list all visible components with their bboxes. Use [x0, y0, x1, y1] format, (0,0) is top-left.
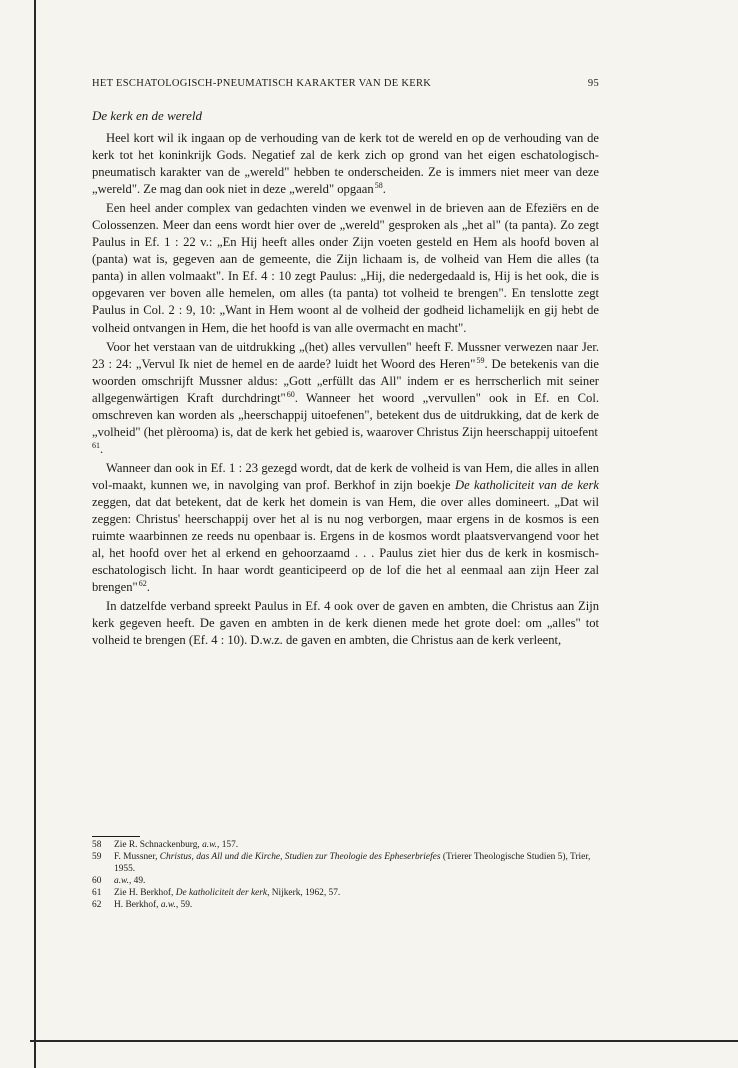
footnote-61-number: 61: [92, 888, 102, 898]
paragraph-1: [92, 130, 599, 198]
body-text: [92, 130, 599, 649]
footnote-ref-61: 61: [92, 440, 100, 450]
footnote-60: [92, 875, 599, 887]
footnote-61-text: [114, 887, 599, 899]
footnote-58-number: 58: [92, 840, 102, 850]
paragraph-3-text-b: . De betekenis van die woorden omschrijft Mussner aldus: „Gott „erfüllt das All" indem er es herrscherlich mit seiner allgegenwärtigen Kraft durchdringt": [92, 356, 599, 405]
footnote-60-number: 60: [92, 876, 102, 886]
footnote-59-title: Christus, das All und die Kirche, Studien zur Theologie des Epheserbriefes: [159, 852, 441, 862]
footnote-60-page: , 49.: [128, 876, 146, 886]
footnote-58-page: , 157.: [217, 840, 239, 850]
footnote-60-text: [114, 875, 599, 887]
footnote-61-publisher: , Nijkerk, 1962, 57.: [267, 888, 341, 898]
footnote-ref-58: 58: [374, 181, 383, 191]
footnote-61-title: De katholiciteit der kerk: [175, 888, 268, 898]
footnote-ref-59: 59: [476, 355, 485, 365]
footnote-60-aw: a.w.: [114, 876, 129, 886]
paragraph-5-text: In datzelfde verband spreekt Paulus in Ef. 4 ook over de gaven en ambten, die Christus aan Zijn kerk gegeven heeft. De gaven en ambten in de kerk dienen mede het grote doel: om „alles" tot volheid te brengen (Ef. 4 : 10). D.w.z. de gaven en ambten, die Christus aan de kerk verleent,: [92, 599, 599, 648]
footnote-58-text: [114, 839, 599, 851]
footnote-62: [92, 899, 599, 911]
footnote-rule: [92, 836, 140, 837]
paragraph-2: [92, 200, 599, 336]
footnote-61-author: Zie H. Berkhof,: [114, 888, 174, 898]
paragraph-4-text-a: Wanneer dan ook in Ef. 1 : 23 gezegd wordt, dat de kerk de volheid is van Hem, die alles in allen vol-maakt, kunnen we, in navolging van prof. Berkhof in zijn boekje: [92, 460, 599, 492]
page-edge-bottom: [30, 1040, 738, 1042]
paragraph-1-text: Heel kort wil ik ingaan op de verhouding van de kerk tot de wereld en op de verhouding van de kerk tot het koninkrijk Gods. Negatief zal de kerk zich op grond van het eigen eschatologisch-pneumatisch karakter van de „wereld" hebben te onderscheiden. Ze is immers niet meer van deze „wereld". Ze mag dan ook niet in deze „wereld" opgaan: [92, 131, 599, 197]
footnote-58-aw: a.w.: [202, 840, 218, 850]
page-edge-left: [34, 0, 36, 1068]
book-title-katholiciteit: De katholiciteit van de kerk: [455, 477, 600, 492]
footnote-62-page: , 59.: [175, 900, 193, 910]
footnote-59-number: 59: [92, 852, 102, 862]
footnote-58-author: Zie R. Schnackenburg,: [114, 840, 200, 850]
footnote-58: [92, 839, 599, 851]
footnote-59-author: F. Mussner,: [114, 852, 158, 862]
page-number: 95: [587, 78, 599, 89]
paragraph-2-text: Een heel ander complex van gedachten vinden we evenwel in de brieven aan de Efeziërs en de Colossenzen. Meer dan eens wordt hier over de „wereld" gesproken als „het al" (ta panta). Zo zegt Paulus in Ef. 1 : 22 v.: „En Hij heeft alles onder Zijn voeten gesteld en Hem als hoofd boven al (panta) wat is, gegeven aan de gemeente, die Zijn lichaam is, de volheid van Hem die alles (ta panta) in allen volmaakt". In Ef. 4 : 10 zegt Paulus: „Hij, die nedergedaald is, Hij is het ook, die is opgevaren ver boven alle hemelen, om alles (ta panta) tot volheid te brengen". En tenslotte zegt Paulus in Col. 2 : 9, 10: „Want in Hem woont al de volheid der godheid lichamelijk en gij hebt de volheid ontvangen in Hem, die het hoofd is van alle overmacht en macht".: [92, 201, 599, 335]
footnote-59-series: (Trierer Theologische Studien 5), Trier, 1955.: [114, 852, 591, 874]
paragraph-4-end: .: [146, 580, 150, 595]
footnote-62-text: [114, 899, 599, 911]
paragraph-3-text-c: . Wanneer het woord „vervullen" ook in Ef. en Col. omschreven kan worden als „heerschappij uitoefenen", betekent dus de uitdrukking, dat de kerk de „volheid" (het plèrooma) is, dat de kerk het gebied is, waarover Christus Zijn heerschappij uitoefent: [92, 390, 599, 439]
footnotes: [92, 836, 599, 911]
footnote-59: [92, 851, 599, 875]
running-title: HET ESCHATOLOGISCH-PNEUMATISCH KARAKTER VAN DE KERK: [92, 78, 432, 89]
running-header: [92, 78, 599, 89]
footnote-62-author: H. Berkhof,: [114, 900, 159, 910]
paragraph-5: [92, 598, 599, 649]
paragraph-4-text-b: zeggen, dat dat betekent, dat de kerk het domein is van Hem, die over alles domineert. „Dat wil zeggen: Christus' heerschappij over het al is nu nog verborgen, maar ergens in de kosmos is een ruimte waarbinnen ze reeds nu openbaar is. Ergens in de kosmos wordt plaatsvervangend voor het al, het hoofd over het al erkend en gehoorzaamd . . . Paulus ziet hier dus de kerk in kosmisch-eschatologisch licht. In haar wordt geanticipeerd op de lof die het al eenmaal aan zijn Heer zal brengen": [92, 494, 599, 595]
footnote-ref-62: 62: [138, 579, 147, 589]
paragraph-1-end: .: [382, 182, 386, 197]
footnote-59-text: [114, 851, 599, 875]
footnote-ref-60: 60: [286, 389, 295, 399]
paragraph-3: [92, 339, 599, 458]
paragraph-3-text-a: Voor het verstaan van de uitdrukking „(het) alles vervullen" heeft F. Mussner verwezen naar Jer. 23 : 24: „Vervul Ik niet de hemel en de aarde? luidt het Woord des Heren": [92, 339, 599, 371]
footnote-62-number: 62: [92, 900, 102, 910]
section-title: De kerk en de wereld: [92, 108, 202, 123]
footnote-62-aw: a.w.: [160, 900, 176, 910]
paragraph-3-end: .: [100, 441, 104, 456]
paragraph-4: [92, 460, 599, 596]
footnote-61: [92, 887, 599, 899]
